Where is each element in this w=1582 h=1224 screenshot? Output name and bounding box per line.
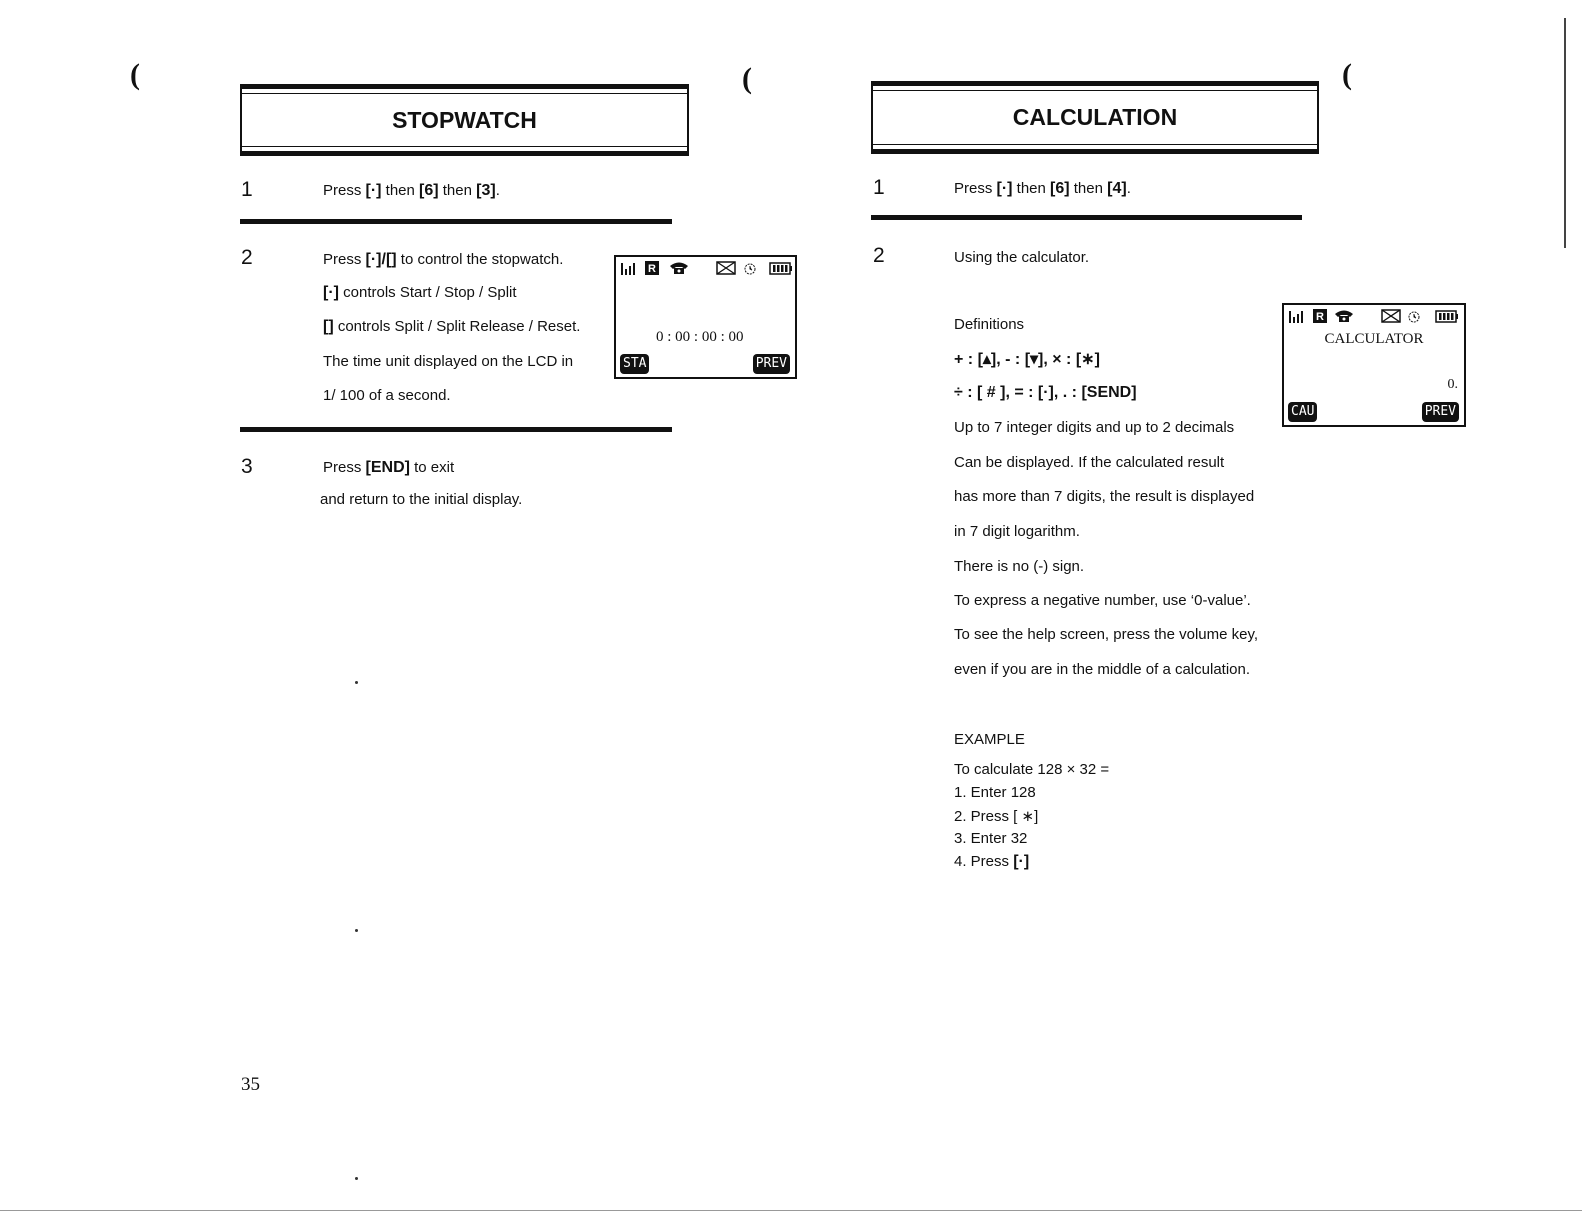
scan-mark: ( bbox=[742, 62, 752, 95]
paragraph-line: Can be displayed. If the calculated result bbox=[954, 454, 1225, 471]
section-title: CALCULATION bbox=[871, 81, 1319, 154]
lcd-screen bbox=[614, 255, 797, 379]
step-1-text: Press [·] then [6] then [3]. bbox=[323, 182, 500, 199]
definitions-line: + : [▴], - : [▾], × : [∗] bbox=[954, 351, 1100, 368]
step-2-line: [] controls Split / Split Release / Reset. bbox=[323, 318, 581, 335]
svg-text:R: R bbox=[1316, 311, 1324, 323]
phone-icon bbox=[669, 261, 689, 279]
definitions-heading: Definitions bbox=[954, 316, 1025, 333]
softkey-left: CAU bbox=[1288, 402, 1317, 422]
paragraph-line: Up to 7 integer digits and up to 2 decimals bbox=[954, 419, 1235, 436]
battery-icon bbox=[1435, 309, 1459, 327]
paragraph-line: To express a negative number, use ‘0-value’. bbox=[954, 592, 1251, 609]
svg-text:R: R bbox=[648, 263, 656, 275]
paragraph-line: There is no (-) sign. bbox=[954, 558, 1085, 575]
divider bbox=[871, 215, 1302, 220]
scan-mark: ( bbox=[1342, 58, 1352, 91]
paragraph-line: even if you are in the middle of a calculation. bbox=[954, 661, 1251, 678]
step-1-text: Press [·] then [6] then [4]. bbox=[954, 180, 1131, 197]
lcd-status-bar bbox=[621, 261, 790, 279]
example-heading: EXAMPLE bbox=[954, 731, 1025, 748]
message-icon bbox=[716, 261, 736, 279]
lcd-screen bbox=[1282, 303, 1466, 427]
step-3-line: and return to the initial display. bbox=[320, 491, 523, 508]
step-number: 1 bbox=[873, 176, 885, 199]
scan-edge bbox=[0, 1210, 1582, 1211]
step-number: 2 bbox=[241, 246, 253, 269]
step-number: 3 bbox=[241, 455, 253, 478]
scan-dot bbox=[355, 1177, 358, 1180]
signal-icon bbox=[1289, 309, 1305, 327]
divider bbox=[240, 427, 672, 432]
phone-icon bbox=[1334, 309, 1354, 327]
step-2-line: 1/ 100 of a second. bbox=[323, 387, 451, 404]
signal-icon bbox=[621, 261, 637, 279]
step-number: 2 bbox=[873, 244, 885, 267]
calculator-value: 0. bbox=[1447, 377, 1458, 392]
stopwatch-time: 0 : 00 : 00 : 00 bbox=[656, 329, 744, 345]
softkey-right: PREV bbox=[1422, 402, 1459, 422]
example-line: 2. Press [ ∗] bbox=[954, 808, 1039, 825]
example-line: 4. Press [·] bbox=[954, 853, 1030, 870]
scan-edge bbox=[1564, 18, 1566, 248]
roaming-icon bbox=[1313, 309, 1327, 327]
paragraph-line: To see the help screen, press the volume key, bbox=[954, 626, 1259, 643]
scan-dot bbox=[355, 929, 358, 932]
calculator-label: CALCULATOR bbox=[1324, 331, 1424, 347]
alarm-icon bbox=[742, 261, 758, 279]
paragraph-line: in 7 digit logarithm. bbox=[954, 523, 1080, 540]
section-title: STOPWATCH bbox=[240, 84, 689, 156]
lcd-status-bar bbox=[1289, 309, 1459, 327]
step-2-text: Using the calculator. bbox=[954, 249, 1090, 266]
step-2-line: The time unit displayed on the LCD in bbox=[323, 353, 574, 370]
step-number: 1 bbox=[241, 178, 253, 201]
message-icon bbox=[1381, 309, 1401, 327]
step-2-line: Press [·]/[] to control the stopwatch. bbox=[323, 251, 564, 268]
step-2-line: [·] controls Start / Stop / Split bbox=[323, 284, 517, 301]
roaming-icon bbox=[645, 261, 659, 279]
battery-icon bbox=[769, 261, 793, 279]
paragraph-line: has more than 7 digits, the result is displayed bbox=[954, 488, 1255, 505]
example-line: To calculate 128 × 32 = bbox=[954, 761, 1110, 778]
divider bbox=[240, 219, 672, 224]
example-line: 3. Enter 32 bbox=[954, 830, 1028, 847]
alarm-icon bbox=[1406, 309, 1422, 327]
definitions-line: ÷ : [ # ], = : [·], . : [SEND] bbox=[954, 384, 1137, 401]
step-3-text: Press [END] to exit bbox=[323, 459, 455, 476]
scan-dot bbox=[355, 681, 358, 684]
scan-mark: ( bbox=[130, 58, 140, 91]
page-number: 35 bbox=[241, 1074, 260, 1095]
softkey-left: STA bbox=[620, 354, 649, 374]
softkey-right: PREV bbox=[753, 354, 790, 374]
example-line: 1. Enter 128 bbox=[954, 784, 1036, 801]
